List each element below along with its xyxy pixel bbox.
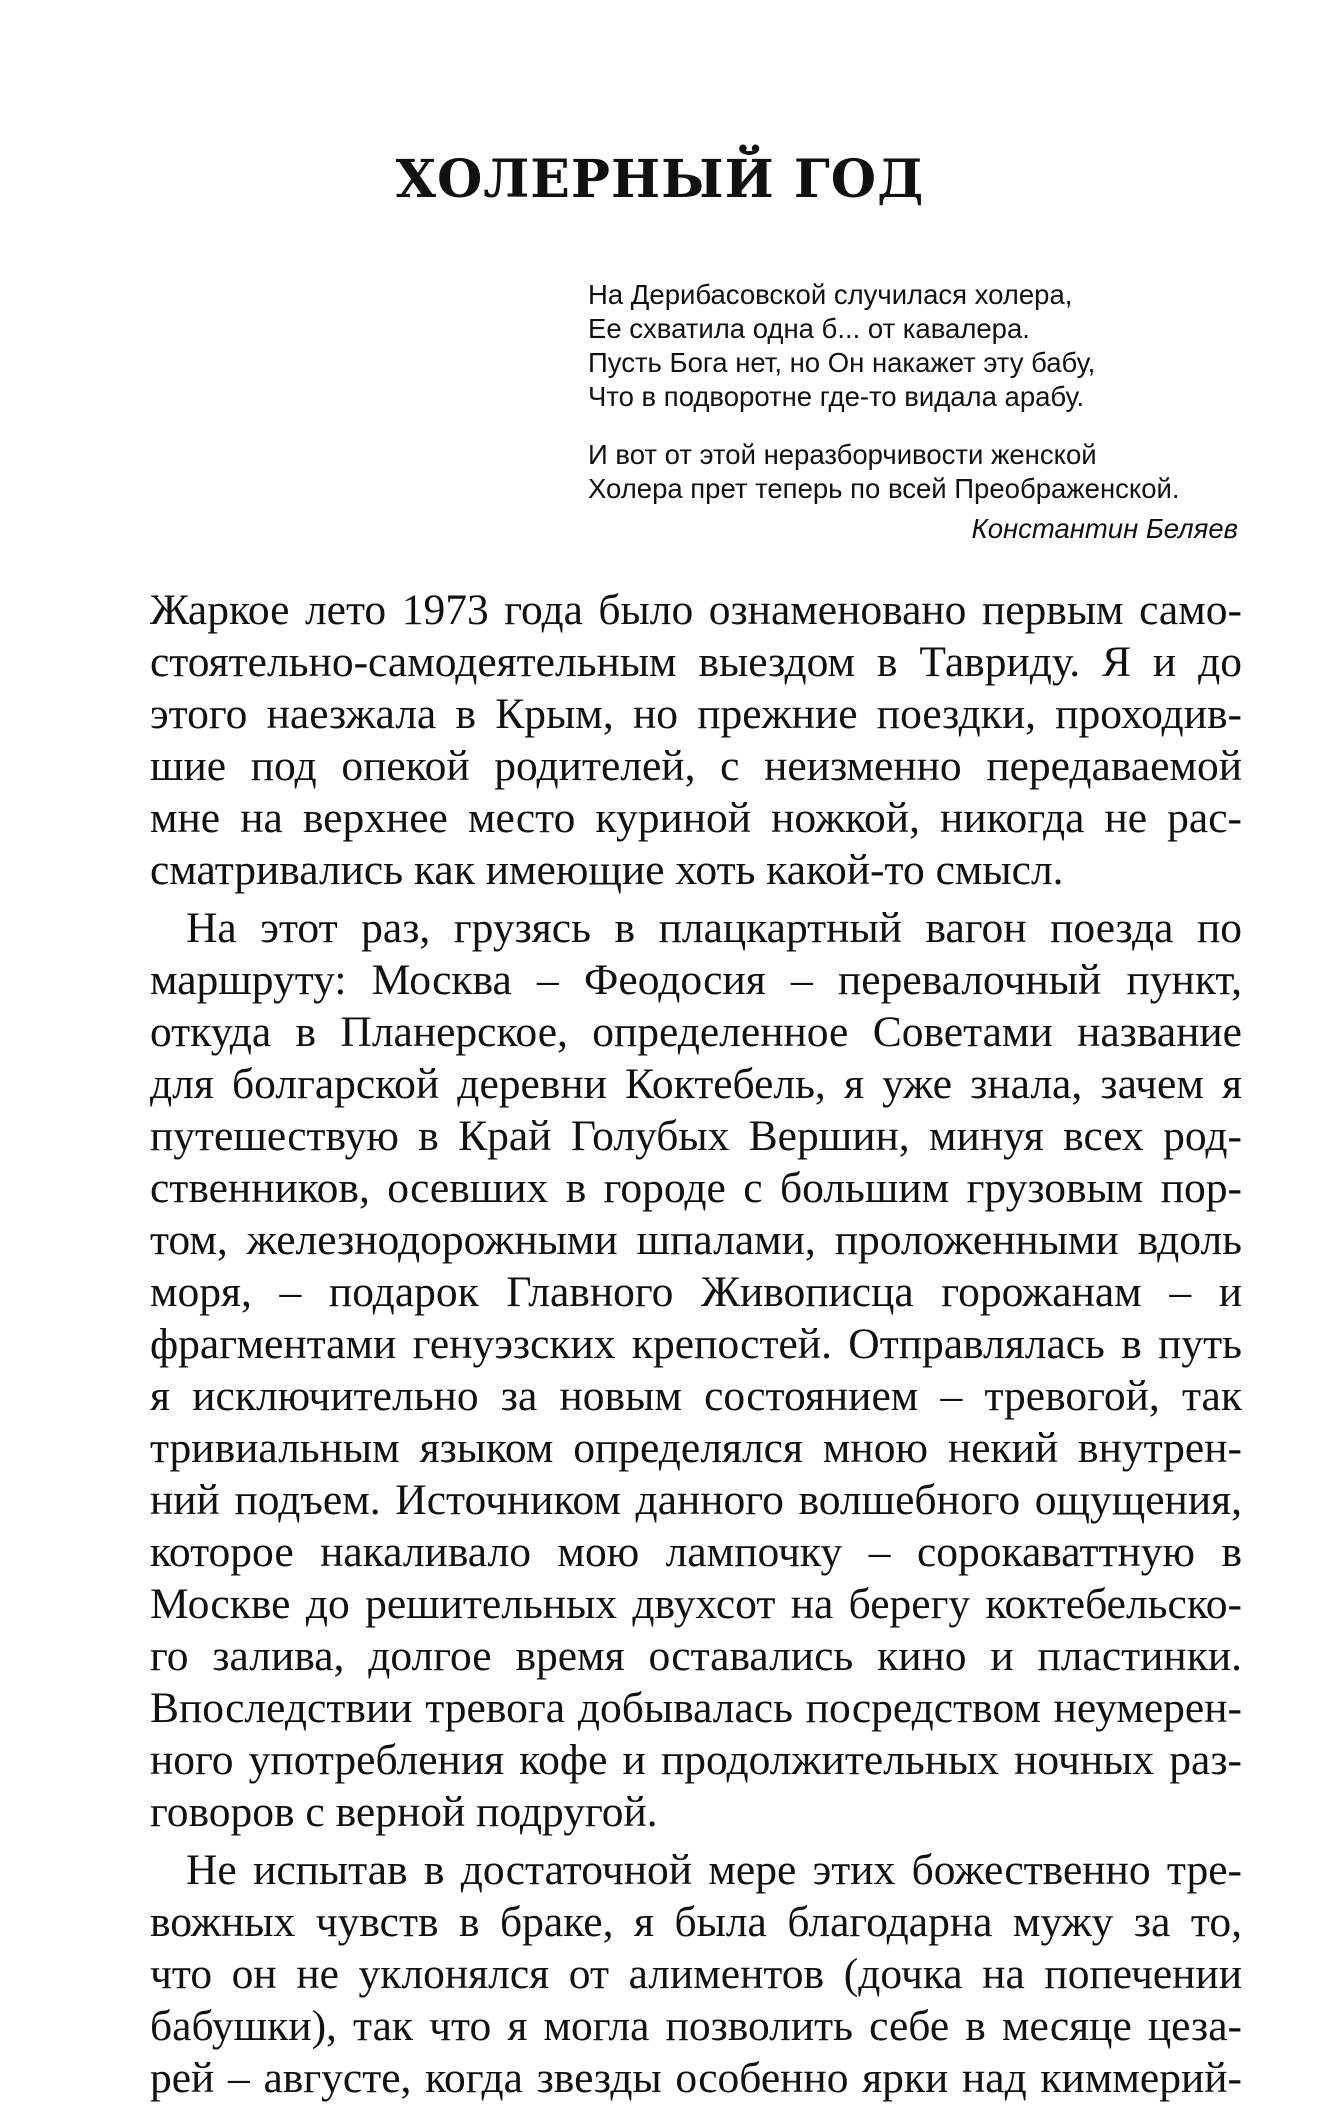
text-line: том, железнодорожными шпалами, проложенными вдоль bbox=[150, 1216, 1242, 1264]
verse-line: Холера прет теперь по всей Преображенской. bbox=[588, 473, 1180, 504]
text-line: бабушки), так что я могла позволить себе в месяце цеза- bbox=[150, 2002, 1242, 2050]
body-text bbox=[150, 584, 1242, 2104]
text-line: Впоследствии тревога добывалась посредством неумерен- bbox=[150, 1684, 1242, 1732]
text-line: говоров с верной подругой. bbox=[150, 1788, 658, 1836]
paragraph-2 bbox=[150, 902, 1242, 1838]
text-line: Жаркое лето 1973 года было ознаменовано первым само- bbox=[150, 586, 1242, 634]
text-line: откуда в Планерское, определенное Советами название bbox=[150, 1008, 1242, 1056]
text-line: тривиальным языком определялся мною некий внутрен- bbox=[150, 1424, 1242, 1472]
paragraph-3 bbox=[150, 1844, 1242, 2104]
epigraph bbox=[588, 278, 1248, 546]
epigraph-stanza-1 bbox=[588, 278, 1248, 414]
text-line: шие под опекой родителей, с неизменно передаваемой bbox=[150, 742, 1242, 790]
text-line: стоятельно-самодеятельным выездом в Тавриду. Я и до bbox=[150, 638, 1242, 686]
text-line: для болгарской деревни Коктебель, я уже знала, зачем я bbox=[150, 1060, 1242, 1108]
text-line: ний подъем. Источником данного волшебного ощущения, bbox=[150, 1476, 1242, 1524]
text-line: которое накаливало мою лампочку – сорокаваттную в bbox=[150, 1528, 1242, 1576]
text-line: ственников, осевших в городе с большим грузовым пор- bbox=[150, 1164, 1242, 1212]
verse-line: И вот от этой неразборчивости женской bbox=[588, 439, 1097, 470]
text-line: путешествую в Край Голубых Вершин, минуя всех род- bbox=[150, 1112, 1242, 1160]
text-line: я исключительно за новым состоянием – тревогой, так bbox=[150, 1372, 1242, 1420]
verse-line: Пусть Бога нет, но Он накажет эту бабу, bbox=[588, 347, 1096, 378]
text-line: мне на верхнее место куриной ножкой, никогда не рас- bbox=[150, 794, 1242, 842]
epigraph-stanza-2 bbox=[588, 438, 1248, 506]
epigraph-author: Константин Беляев bbox=[971, 513, 1238, 544]
text-line: Не испытав в достаточной мере этих божественно тре- bbox=[186, 1846, 1242, 1894]
chapter-title: ХОЛЕРНЫЙ ГОД bbox=[395, 149, 925, 210]
text-line: ного употребления кофе и продолжительных ночных раз- bbox=[150, 1736, 1242, 1784]
text-line: маршруту: Москва – Феодосия – перевалочный пункт, bbox=[150, 956, 1242, 1004]
paragraph-1 bbox=[150, 584, 1242, 896]
text-line: моря, – подарок Главного Живописца горожанам – и bbox=[150, 1268, 1242, 1316]
verse-line: Ее схватила одна б... от кавалера. bbox=[588, 313, 1030, 344]
text-line: этого наезжала в Крым, но прежние поездки, проходив- bbox=[150, 690, 1242, 738]
text-line: рей – августе, когда звезды особенно ярки над киммерий- bbox=[150, 2054, 1242, 2102]
text-line: сматривались как имеющие хоть какой-то смысл. bbox=[150, 846, 1064, 894]
text-line: что он не уклонялся от алиментов (дочка на попечении bbox=[150, 1950, 1242, 1998]
text-line: фрагментами генуэзских крепостей. Отправлялась в путь bbox=[150, 1320, 1242, 1368]
verse-line: На Дерибасовской случилася холера, bbox=[588, 279, 1073, 310]
text-line: На этот раз, грузясь в плацкартный вагон поезда по bbox=[186, 904, 1242, 952]
text-line: вожных чувств в браке, я была благодарна мужу за то, bbox=[150, 1898, 1242, 1946]
text-line: Москве до решительных двухсот на берегу коктебельско- bbox=[150, 1580, 1242, 1628]
text-line: го залива, долгое время оставались кино и пластинки. bbox=[150, 1632, 1242, 1680]
verse-line: Что в подворотне где-то видала арабу. bbox=[588, 381, 1085, 412]
